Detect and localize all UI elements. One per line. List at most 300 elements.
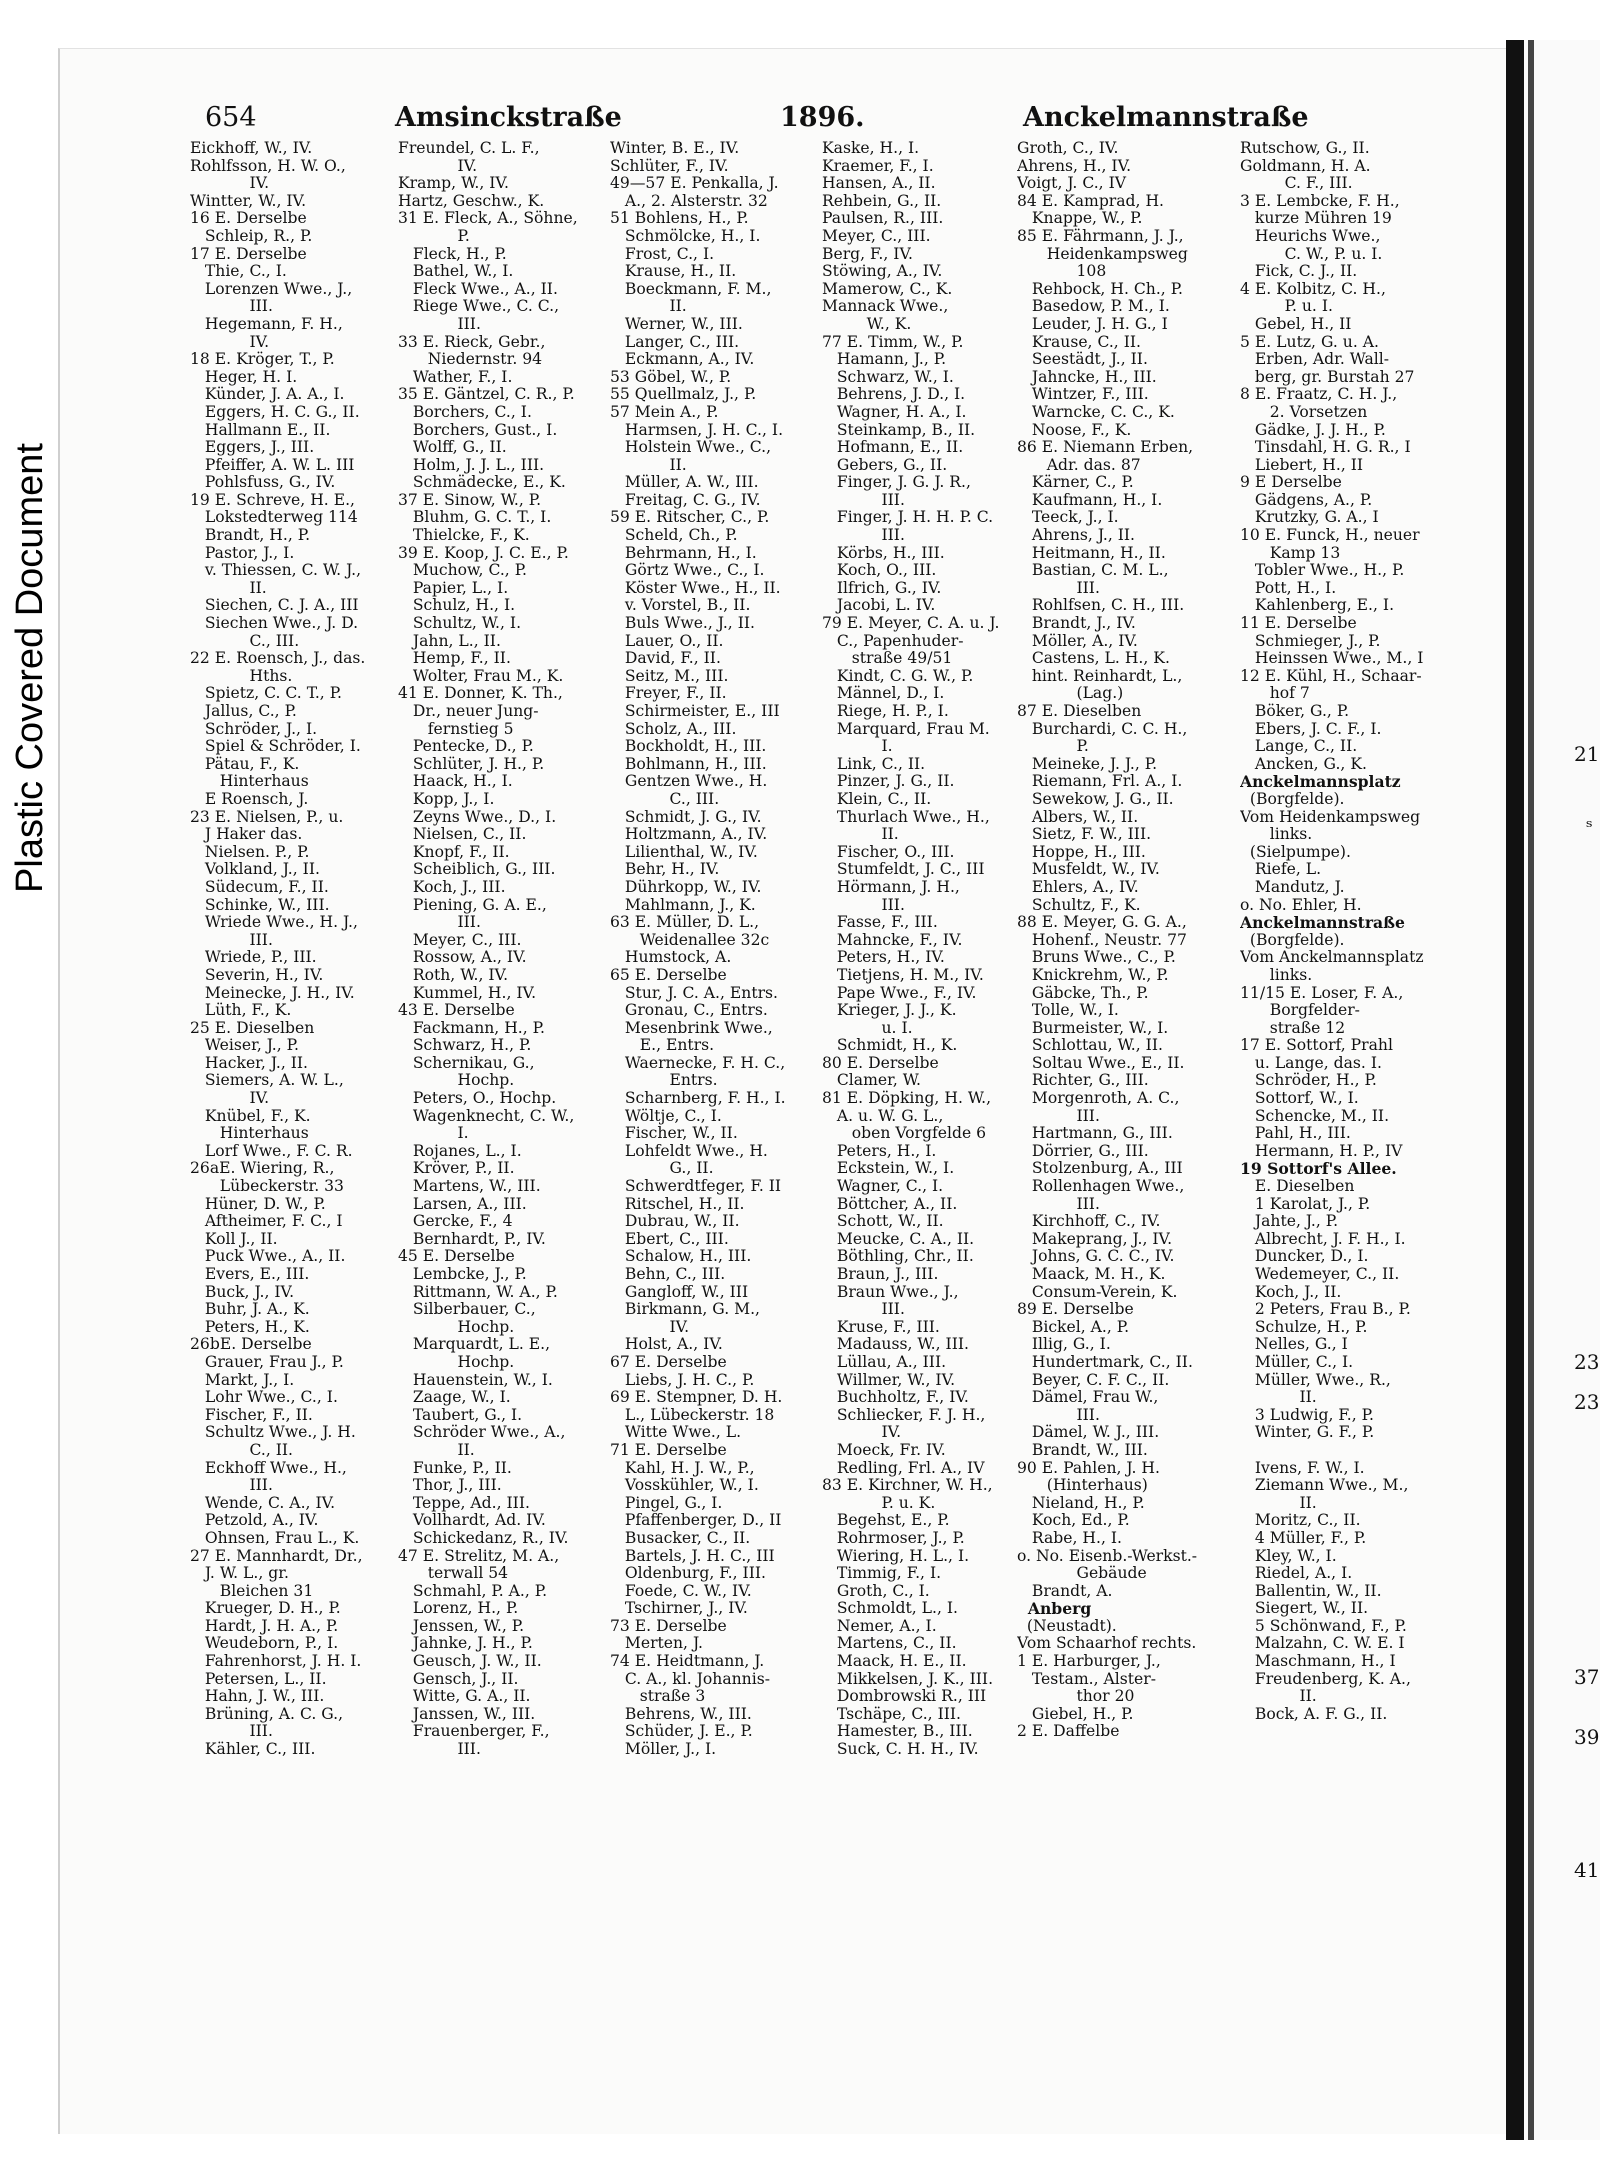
directory-line: Brandt, H., P. <box>190 527 311 545</box>
directory-line: Freitag, C. G., IV. <box>610 491 761 509</box>
directory-line: Mamerow, C., K. <box>822 280 953 298</box>
directory-line: Schüder, J. E., P. <box>610 1723 753 1741</box>
directory-line: Spiel & Schröder, I. <box>190 738 361 756</box>
directory-line: Adr. das. 87 <box>1017 456 1141 474</box>
directory-line: links. <box>1240 826 1313 844</box>
directory-line: Rabe, H., I. <box>1017 1529 1122 1547</box>
directory-line: Braun, J., III. <box>822 1266 939 1283</box>
directory-line: Sietz, F. W., III. <box>1017 826 1152 844</box>
directory-line: 25 E. Dieselben <box>190 1019 315 1037</box>
directory-line: Bruns Wwe., C., P. <box>1017 949 1176 967</box>
directory-line: Taubert, G., I. <box>398 1406 523 1424</box>
directory-line: 45 E. Derselbe <box>398 1248 515 1266</box>
directory-line: C., III. <box>190 632 300 650</box>
directory-line: (Sielpumpe). <box>1240 843 1351 861</box>
directory-line: Möller, J., I. <box>610 1741 717 1759</box>
directory-line: 11 E. Derselbe <box>1240 615 1357 633</box>
directory-line: Schlüter, J. H., P. <box>398 755 545 773</box>
directory-line: II. <box>1240 1494 1317 1512</box>
directory-line: Holtzmann, A., IV. <box>610 826 768 844</box>
directory-line: Gercke, F., 4 <box>398 1213 513 1231</box>
directory-column-6 <box>1240 140 1470 1723</box>
directory-line: 11/15 E. Loser, F. A., <box>1240 984 1404 1002</box>
directory-line: Hartz, Geschw., K. <box>398 192 545 210</box>
directory-line: Weudeborn, P., I. <box>190 1635 339 1653</box>
sidebar-label <box>0 0 56 2177</box>
directory-line: Heurichs Wwe., <box>1240 227 1381 245</box>
directory-line: Zaage, W., I. <box>398 1389 511 1407</box>
directory-line: Schröder, J., I. <box>190 720 318 738</box>
directory-line: Suck, C. H. H., IV. <box>822 1741 979 1759</box>
directory-line: Thurlach Wwe., H., <box>822 808 990 826</box>
directory-line: Müller, A. W., III. <box>610 474 759 492</box>
directory-line: Lohfeldt Wwe., H. <box>610 1142 768 1160</box>
directory-line: Eckstein, W., I. <box>822 1160 955 1178</box>
directory-line: Müller, Wwe., R., <box>1240 1371 1391 1389</box>
directory-line: Meucke, C. A., II. <box>822 1230 975 1248</box>
directory-line: Rittmann, W. A., P. <box>398 1283 558 1301</box>
directory-line: Seitz, M., III. <box>610 667 729 685</box>
directory-line: W., K. <box>822 315 912 333</box>
directory-line: Hamester, B., III. <box>822 1723 973 1741</box>
directory-line: Werner, W., III. <box>610 315 743 333</box>
directory-line: II. <box>610 298 687 316</box>
directory-line: 84 E. Kamprad, H. <box>1017 192 1165 210</box>
directory-line: Kraemer, F., I. <box>822 157 934 175</box>
directory-line: G., II. <box>610 1160 714 1178</box>
directory-line: Rollenhagen Wwe., <box>1017 1178 1185 1196</box>
directory-line: Kramp, W., IV. <box>398 175 509 193</box>
directory-line: Aftheimer, F. C., I <box>190 1213 343 1231</box>
directory-line: Knübel, F., K. <box>190 1107 311 1125</box>
directory-line: Vom Heidenkampsweg <box>1240 808 1421 826</box>
directory-line: Fischer, W., II. <box>610 1125 738 1143</box>
directory-line: Meyer, C., III. <box>398 931 522 949</box>
directory-line: 5 E. Lutz, G. u. A. <box>1240 333 1379 351</box>
directory-line: Witte Wwe., L. <box>610 1424 742 1442</box>
directory-line: Lorf Wwe., F. C. R. <box>190 1142 353 1160</box>
directory-line: Fahrenhorst, J. H. I. <box>190 1653 362 1671</box>
directory-line: Hörmann, J. H., <box>822 878 960 896</box>
directory-line: Anckelmannstraße <box>1240 914 1405 932</box>
directory-line: Schott, W., II. <box>822 1213 944 1231</box>
directory-line: Johns, G. C. C., IV. <box>1017 1248 1175 1266</box>
directory-line: Foede, C. W., IV. <box>610 1582 752 1600</box>
directory-line: Freyer, F., II. <box>610 685 727 703</box>
directory-line: Vollhardt, Ad. IV. <box>398 1512 546 1530</box>
directory-line: Sewekow, J. G., II. <box>1017 790 1174 808</box>
directory-line: Peters, O., Hochp. <box>398 1090 557 1108</box>
directory-line: Pape Wwe., F., IV. <box>822 984 977 1002</box>
directory-line: o. No. Eisenb.-Werkst.- <box>1017 1547 1198 1565</box>
directory-line: Krieger, J. J., K. <box>822 1002 957 1020</box>
directory-line: Wagner, C., I. <box>822 1178 944 1196</box>
neighbor-page-number: ₛ <box>1586 808 1593 832</box>
directory-line: Duncker, D., I. <box>1240 1248 1369 1266</box>
directory-line: Muchow, C., P. <box>398 562 527 580</box>
directory-line: Teppe, Ad., III. <box>398 1494 530 1512</box>
directory-line: (Hinterhaus) <box>1017 1477 1148 1495</box>
directory-line: Gentzen Wwe., H. <box>610 773 768 791</box>
directory-line: C., Papenhuder- <box>822 632 964 650</box>
directory-line: Bathel, W., I. <box>398 263 514 281</box>
directory-line: Pfaffenberger, D., II <box>610 1512 782 1530</box>
directory-line: oben Vorgfelde 6 <box>822 1125 987 1143</box>
directory-line: Lilienthal, W., IV. <box>610 843 758 861</box>
directory-line: Kaufmann, H., I. <box>1017 491 1163 509</box>
directory-line: Redling, Frl. A., IV <box>822 1459 985 1477</box>
directory-column-5 <box>1017 140 1227 1759</box>
directory-line: Holm, J. J. L., III. <box>398 456 545 474</box>
directory-line: IV. <box>190 175 270 193</box>
directory-line: Buhr, J. A., K. <box>190 1301 310 1319</box>
directory-line: Weidenallee 32c <box>610 931 770 949</box>
directory-line: 17 E. Sottorf, Prahl <box>1240 1037 1393 1055</box>
neighbor-page-number: 21 <box>1574 742 1600 766</box>
directory-line: III. <box>190 931 273 949</box>
directory-line: Lorenz, H., P. <box>398 1600 519 1618</box>
directory-line: Südecum, F., II. <box>190 878 329 896</box>
directory-line: Maack, H. E., II. <box>822 1653 967 1671</box>
directory-line: 8 E. Fraatz, C. H. J., <box>1240 386 1398 404</box>
directory-line: Krause, H., II. <box>610 263 737 281</box>
directory-line: A. u. W. G. L., <box>822 1107 944 1125</box>
directory-line: Jahnke, J. H., P. <box>398 1635 533 1653</box>
directory-line: Fick, C. J., II. <box>1240 263 1358 281</box>
directory-line: 31 E. Fleck, A., Söhne, <box>398 210 578 228</box>
directory-line: Harmsen, J. H. C., I. <box>610 421 784 439</box>
directory-line: Gädgens, A., P. <box>1240 491 1373 509</box>
directory-line: Teeck, J., I. <box>1017 509 1119 527</box>
directory-line: Humstock, A. <box>610 949 732 967</box>
neighbor-page-number: 41 <box>1574 1858 1600 1882</box>
directory-line: 71 E. Derselbe <box>610 1441 727 1459</box>
directory-line: Soltau Wwe., E., II. <box>1017 1054 1185 1072</box>
directory-line: (Borgfelde). <box>1240 931 1345 949</box>
directory-line: Jenssen, W., P. <box>398 1617 525 1635</box>
directory-line: Schlüter, F., IV. <box>610 157 729 175</box>
directory-line: links. <box>1240 966 1313 984</box>
directory-line: Anckelmannsplatz <box>1240 773 1401 791</box>
directory-line: Bastian, C. M. L., <box>1017 562 1169 580</box>
directory-line: Heinssen Wwe., M., I <box>1240 650 1424 668</box>
directory-line: 43 E. Derselbe <box>398 1002 515 1020</box>
directory-line: Schmädecke, E., K. <box>398 474 566 492</box>
directory-line: 26aE. Wiering, R., <box>190 1160 335 1178</box>
directory-line: Sottorf, W., I. <box>1240 1090 1359 1108</box>
directory-line: 16 E. Derselbe <box>190 210 307 228</box>
directory-line: 108 <box>1017 263 1107 281</box>
directory-line: Rossow, A., IV. <box>398 949 527 967</box>
directory-line: Grauer, Frau J., P. <box>190 1353 344 1371</box>
directory-line: terwall 54 <box>398 1565 509 1583</box>
directory-line: v. Thiessen, C. W. J., <box>190 562 362 580</box>
directory-line: II. <box>1240 1389 1317 1407</box>
directory-line: Kley, W., I. <box>1240 1547 1337 1565</box>
directory-line: A., 2. Alsterstr. 32 <box>610 192 768 210</box>
directory-line: Roth, W., IV. <box>398 966 509 984</box>
directory-line: Jallus, C., P. <box>190 703 297 720</box>
directory-column-2 <box>398 140 613 1759</box>
directory-line: 51 Bohlens, H., P. <box>610 210 749 228</box>
directory-line: Illig, G., I. <box>1017 1336 1111 1354</box>
directory-line: Ancken, G., K. <box>1240 755 1367 773</box>
directory-line: Eggers, H. C. G., II. <box>190 403 360 421</box>
directory-line: 12 E. Kühl, H., Schaar- <box>1240 667 1422 685</box>
directory-line: Silberbauer, C., <box>398 1301 536 1319</box>
directory-line: Wagenknecht, C. W., <box>398 1107 575 1125</box>
directory-line: Schmahl, P. A., P. <box>398 1582 548 1600</box>
directory-line: Hallmann E., II. <box>190 421 331 439</box>
directory-line: Mahlmann, J., K. <box>610 896 756 914</box>
directory-line: Pfeiffer, A. W. L. III <box>190 456 355 474</box>
directory-line: straße 49/51 <box>822 650 953 668</box>
directory-line: Kaske, H., I. <box>822 140 920 157</box>
directory-line: III. <box>822 896 905 914</box>
directory-line: Schinke, W., III. <box>190 896 330 914</box>
directory-line: Hardt, J. H. A., P. <box>190 1617 339 1635</box>
directory-line: E. Dieselben <box>1240 1178 1355 1196</box>
directory-line: Rojanes, L., I. <box>398 1142 522 1160</box>
directory-line: Schwarz, H., P. <box>398 1037 532 1055</box>
directory-line: Buls Wwe., J., II. <box>610 615 755 633</box>
directory-line: Eggers, J., III. <box>190 439 315 457</box>
directory-line: Pinzer, J. G., II. <box>822 773 955 791</box>
directory-line: u. I. <box>822 1019 913 1037</box>
directory-line: Rutschow, G., II. <box>1240 140 1370 157</box>
directory-line: Jahncke, H., III. <box>1017 368 1157 386</box>
right-street-title: Anckelmannstraße <box>1023 102 1309 133</box>
directory-line: Nemer, A., I. <box>822 1617 937 1635</box>
directory-line: Wriede, P., III. <box>190 949 317 967</box>
directory-line: E Roensch, J. <box>190 790 309 808</box>
directory-line: Link, C., II. <box>822 755 926 773</box>
directory-line: Thielcke, F., K. <box>398 527 530 545</box>
directory-line: Hegemann, F. H., <box>190 315 343 333</box>
directory-line: Liebert, H., II <box>1240 456 1364 474</box>
directory-line: Freudenberg, K. A., <box>1240 1670 1411 1688</box>
directory-line: Schlottau, W., II. <box>1017 1037 1163 1055</box>
directory-line: II. <box>1240 1688 1317 1706</box>
directory-line: kurze Mühren 19 <box>1240 210 1392 228</box>
directory-line: Zeyns Wwe., D., I. <box>398 808 557 826</box>
directory-line: straße 12 <box>1240 1019 1346 1037</box>
directory-line: Heitmann, H., II. <box>1017 544 1166 562</box>
directory-line: III. <box>190 1723 273 1741</box>
directory-line: 26bE. Derselbe <box>190 1336 312 1354</box>
directory-line: Burmeister, W., I. <box>1017 1019 1169 1037</box>
directory-line: Papier, L., I. <box>398 579 509 597</box>
directory-line: Dämel, Frau W., <box>1017 1389 1159 1407</box>
directory-line: Bockholdt, H., III. <box>610 738 767 756</box>
directory-line: Hamann, J., P. <box>822 351 947 369</box>
directory-line: Moeck, Fr. IV. <box>822 1441 946 1459</box>
directory-line: 17 E. Derselbe <box>190 245 307 263</box>
directory-line: Finger, J. G. J. R., <box>822 474 971 492</box>
directory-line: Lübeckerstr. 33 <box>190 1178 344 1196</box>
directory-line: Tietjens, H. M., IV. <box>822 966 984 984</box>
directory-line: II. <box>610 456 687 474</box>
directory-line: Nielsen. P., P. <box>190 843 310 861</box>
directory-line: III. <box>398 315 481 333</box>
directory-line: Lokstedterweg 114 <box>190 509 358 527</box>
directory-line: Mandutz, J. <box>1240 878 1345 896</box>
directory-line: J Haker das. <box>190 826 303 844</box>
directory-line: Schulze, H., P. <box>1240 1318 1368 1336</box>
directory-line: Schmidt, H., K. <box>822 1037 958 1055</box>
directory-line: Fackmann, H., P. <box>398 1019 545 1037</box>
directory-line: Maack, M. H., K. <box>1017 1266 1166 1283</box>
directory-line: Wedemeyer, C., II. <box>1240 1266 1400 1283</box>
directory-line: Eickhoff, W., IV. <box>190 140 313 157</box>
directory-line: Dührkopp, W., IV. <box>610 878 762 896</box>
directory-line: Finger, J. H. H. P. C. <box>822 509 994 527</box>
directory-line: Consum-Verein, K. <box>1017 1283 1178 1301</box>
directory-line: Behr, H., IV. <box>610 861 720 879</box>
directory-line: Nielsen, C., II. <box>398 826 527 844</box>
directory-line: Wöltje, C., I. <box>610 1107 722 1125</box>
directory-line: Schirmeister, E., III <box>610 703 780 720</box>
directory-line: 18 E. Kröger, T., P. <box>190 351 335 369</box>
directory-line: Ebert, C., III. <box>610 1230 729 1248</box>
directory-line: III. <box>822 1301 905 1319</box>
directory-line: Janssen, W., III. <box>398 1705 536 1723</box>
directory-line: Mahncke, F., IV. <box>822 931 963 949</box>
directory-line: Gädke, J. J. H., P. <box>1240 421 1386 439</box>
directory-line: Pohlsfuss, G., IV. <box>190 474 336 492</box>
directory-line: Hartmann, G., III. <box>1017 1125 1173 1143</box>
directory-line: Ebers, J. C. F., I. <box>1240 720 1382 738</box>
directory-line: Albrecht, J. F. H., I. <box>1240 1230 1406 1248</box>
page-number: 654 <box>205 102 257 133</box>
directory-line: Groth, C., I. <box>822 1582 930 1600</box>
directory-line: Schultz Wwe., J. H. <box>190 1424 356 1442</box>
directory-line: Riemann, Frl. A., I. <box>1017 773 1183 791</box>
directory-line: Siechen Wwe., J. D. <box>190 615 359 633</box>
directory-line: Entrs. <box>610 1072 718 1090</box>
directory-line: Albers, W., II. <box>1017 808 1139 826</box>
directory-line: Lembcke, J., P. <box>398 1266 527 1283</box>
neighbor-page-number: 39 <box>1574 1725 1600 1749</box>
directory-line: Moritz, C., II. <box>1240 1512 1361 1530</box>
directory-line: Timmig, F., I. <box>822 1565 942 1583</box>
directory-line: IV. <box>610 1318 690 1336</box>
directory-line: Schmölcke, H., I. <box>610 227 761 245</box>
neighbor-page-number: 23 <box>1574 1350 1600 1374</box>
directory-line: Testam., Alster- <box>1017 1670 1156 1688</box>
directory-line: Tschirner, J., IV. <box>610 1600 748 1618</box>
directory-line: Behrens, J. D., I. <box>822 386 966 404</box>
directory-line: Krause, C., II. <box>1017 333 1141 351</box>
directory-line: Gensch, J., II. <box>398 1670 519 1688</box>
directory-line: 63 E. Müller, D. L., <box>610 914 760 932</box>
directory-line: Anberg <box>1017 1600 1092 1618</box>
directory-line: C. F., III. <box>1240 175 1353 193</box>
directory-line: Borgfelder- <box>1240 1002 1360 1020</box>
directory-line: o. No. Ehler, H. <box>1240 896 1362 914</box>
directory-line: Stolzenburg, A., III <box>1017 1160 1183 1178</box>
directory-line: Hinterhaus <box>190 773 309 791</box>
directory-line: 80 E. Derselbe <box>822 1054 939 1072</box>
directory-line: IV. <box>822 1424 902 1442</box>
directory-line: II. <box>398 1441 475 1459</box>
directory-line: Noose, F., K. <box>1017 421 1132 439</box>
directory-line: Lüth, F., K. <box>190 1002 292 1020</box>
directory-line: Peters, H., K. <box>190 1318 310 1336</box>
directory-line: Frauenberger, F., <box>398 1723 550 1741</box>
directory-line: Langer, C., III. <box>610 333 740 351</box>
directory-column-1 <box>190 140 405 1759</box>
directory-line: Berg, F., IV. <box>822 245 913 263</box>
directory-line: Dombrowski R., III <box>822 1688 987 1706</box>
directory-line <box>1240 1442 1470 1460</box>
directory-line: Schalow, H., III. <box>610 1248 752 1266</box>
directory-line: Meinecke, J. H., IV. <box>190 984 355 1002</box>
directory-line: Schliecker, F. J. H., <box>822 1406 986 1424</box>
directory-line: Fleck, H., P. <box>398 245 507 263</box>
directory-line: Begehst, E., P. <box>822 1512 950 1530</box>
directory-line: Bock, A. F. G., II. <box>1240 1705 1388 1723</box>
directory-line: Winter, G. F., P. <box>1240 1424 1375 1442</box>
directory-line: Markt, J., I. <box>190 1371 295 1389</box>
left-street-title: Amsinckstraße <box>395 102 622 133</box>
directory-line: Kahl, H. J. W., P., <box>610 1459 755 1477</box>
page-header <box>205 102 1445 133</box>
directory-line: Boeckmann, F. M., <box>610 280 772 298</box>
directory-line: Bernhardt, P., IV. <box>398 1230 546 1248</box>
directory-line: II. <box>822 826 899 844</box>
directory-line: 19 Sottorf's Allee. <box>1240 1160 1397 1179</box>
directory-line: Mannack Wwe., <box>822 298 949 316</box>
directory-line: 4 Müller, F., P. <box>1240 1529 1367 1547</box>
directory-line: Gebers, G., II. <box>822 456 948 474</box>
directory-line: 65 E. Derselbe <box>610 966 727 984</box>
directory-line: 2. Vorsetzen <box>1240 403 1368 421</box>
directory-line: 74 E. Heidtmann, J. <box>610 1653 765 1671</box>
directory-line: Nieland, H., P. <box>1017 1494 1145 1512</box>
directory-line: (Neustadt). <box>1017 1617 1117 1635</box>
directory-line: Paulsen, R., III. <box>822 210 944 228</box>
directory-line: IV. <box>398 157 478 175</box>
directory-line: P. u. I. <box>1240 298 1333 316</box>
directory-line: Eckmann, A., IV. <box>610 351 755 369</box>
directory-line: Willmer, W., IV. <box>822 1371 956 1389</box>
directory-line: Ohnsen, Frau L., K. <box>190 1529 360 1547</box>
directory-line: Leuder, J. H. G., I <box>1017 315 1168 333</box>
directory-line: Evers, E., III. <box>190 1266 310 1283</box>
directory-line: Makeprang, J., IV. <box>1017 1230 1173 1248</box>
directory-line: 59 E. Ritscher, C., P. <box>610 509 770 527</box>
directory-line: Braun Wwe., J., <box>822 1283 959 1301</box>
directory-line: Brandt, W., III. <box>1017 1441 1148 1459</box>
directory-line: 55 Quellmalz, J., P. <box>610 386 757 404</box>
directory-line: Fischer, O., III. <box>822 843 955 861</box>
directory-line: fernstieg 5 <box>398 720 514 738</box>
directory-line: P. u. K. <box>822 1494 936 1512</box>
directory-line: Nelles, G., I <box>1240 1336 1348 1354</box>
directory-line: Severin, H., IV. <box>190 966 324 984</box>
directory-line: Peters, H., IV. <box>822 949 945 967</box>
directory-line: Behn, C., III. <box>610 1266 726 1283</box>
directory-line: Schwerdtfeger, F. II <box>610 1178 782 1196</box>
year-label: 1896. <box>780 102 865 133</box>
directory-line: Kruse, F., III. <box>822 1318 940 1336</box>
directory-line: Scharnberg, F. H., I. <box>610 1090 786 1108</box>
directory-line: Martens, C., II. <box>822 1635 957 1653</box>
directory-line: Steinkamp, B., II. <box>822 421 976 439</box>
directory-line: Bleichen 31 <box>190 1582 314 1600</box>
directory-line: Siegert, W., II. <box>1240 1600 1369 1618</box>
